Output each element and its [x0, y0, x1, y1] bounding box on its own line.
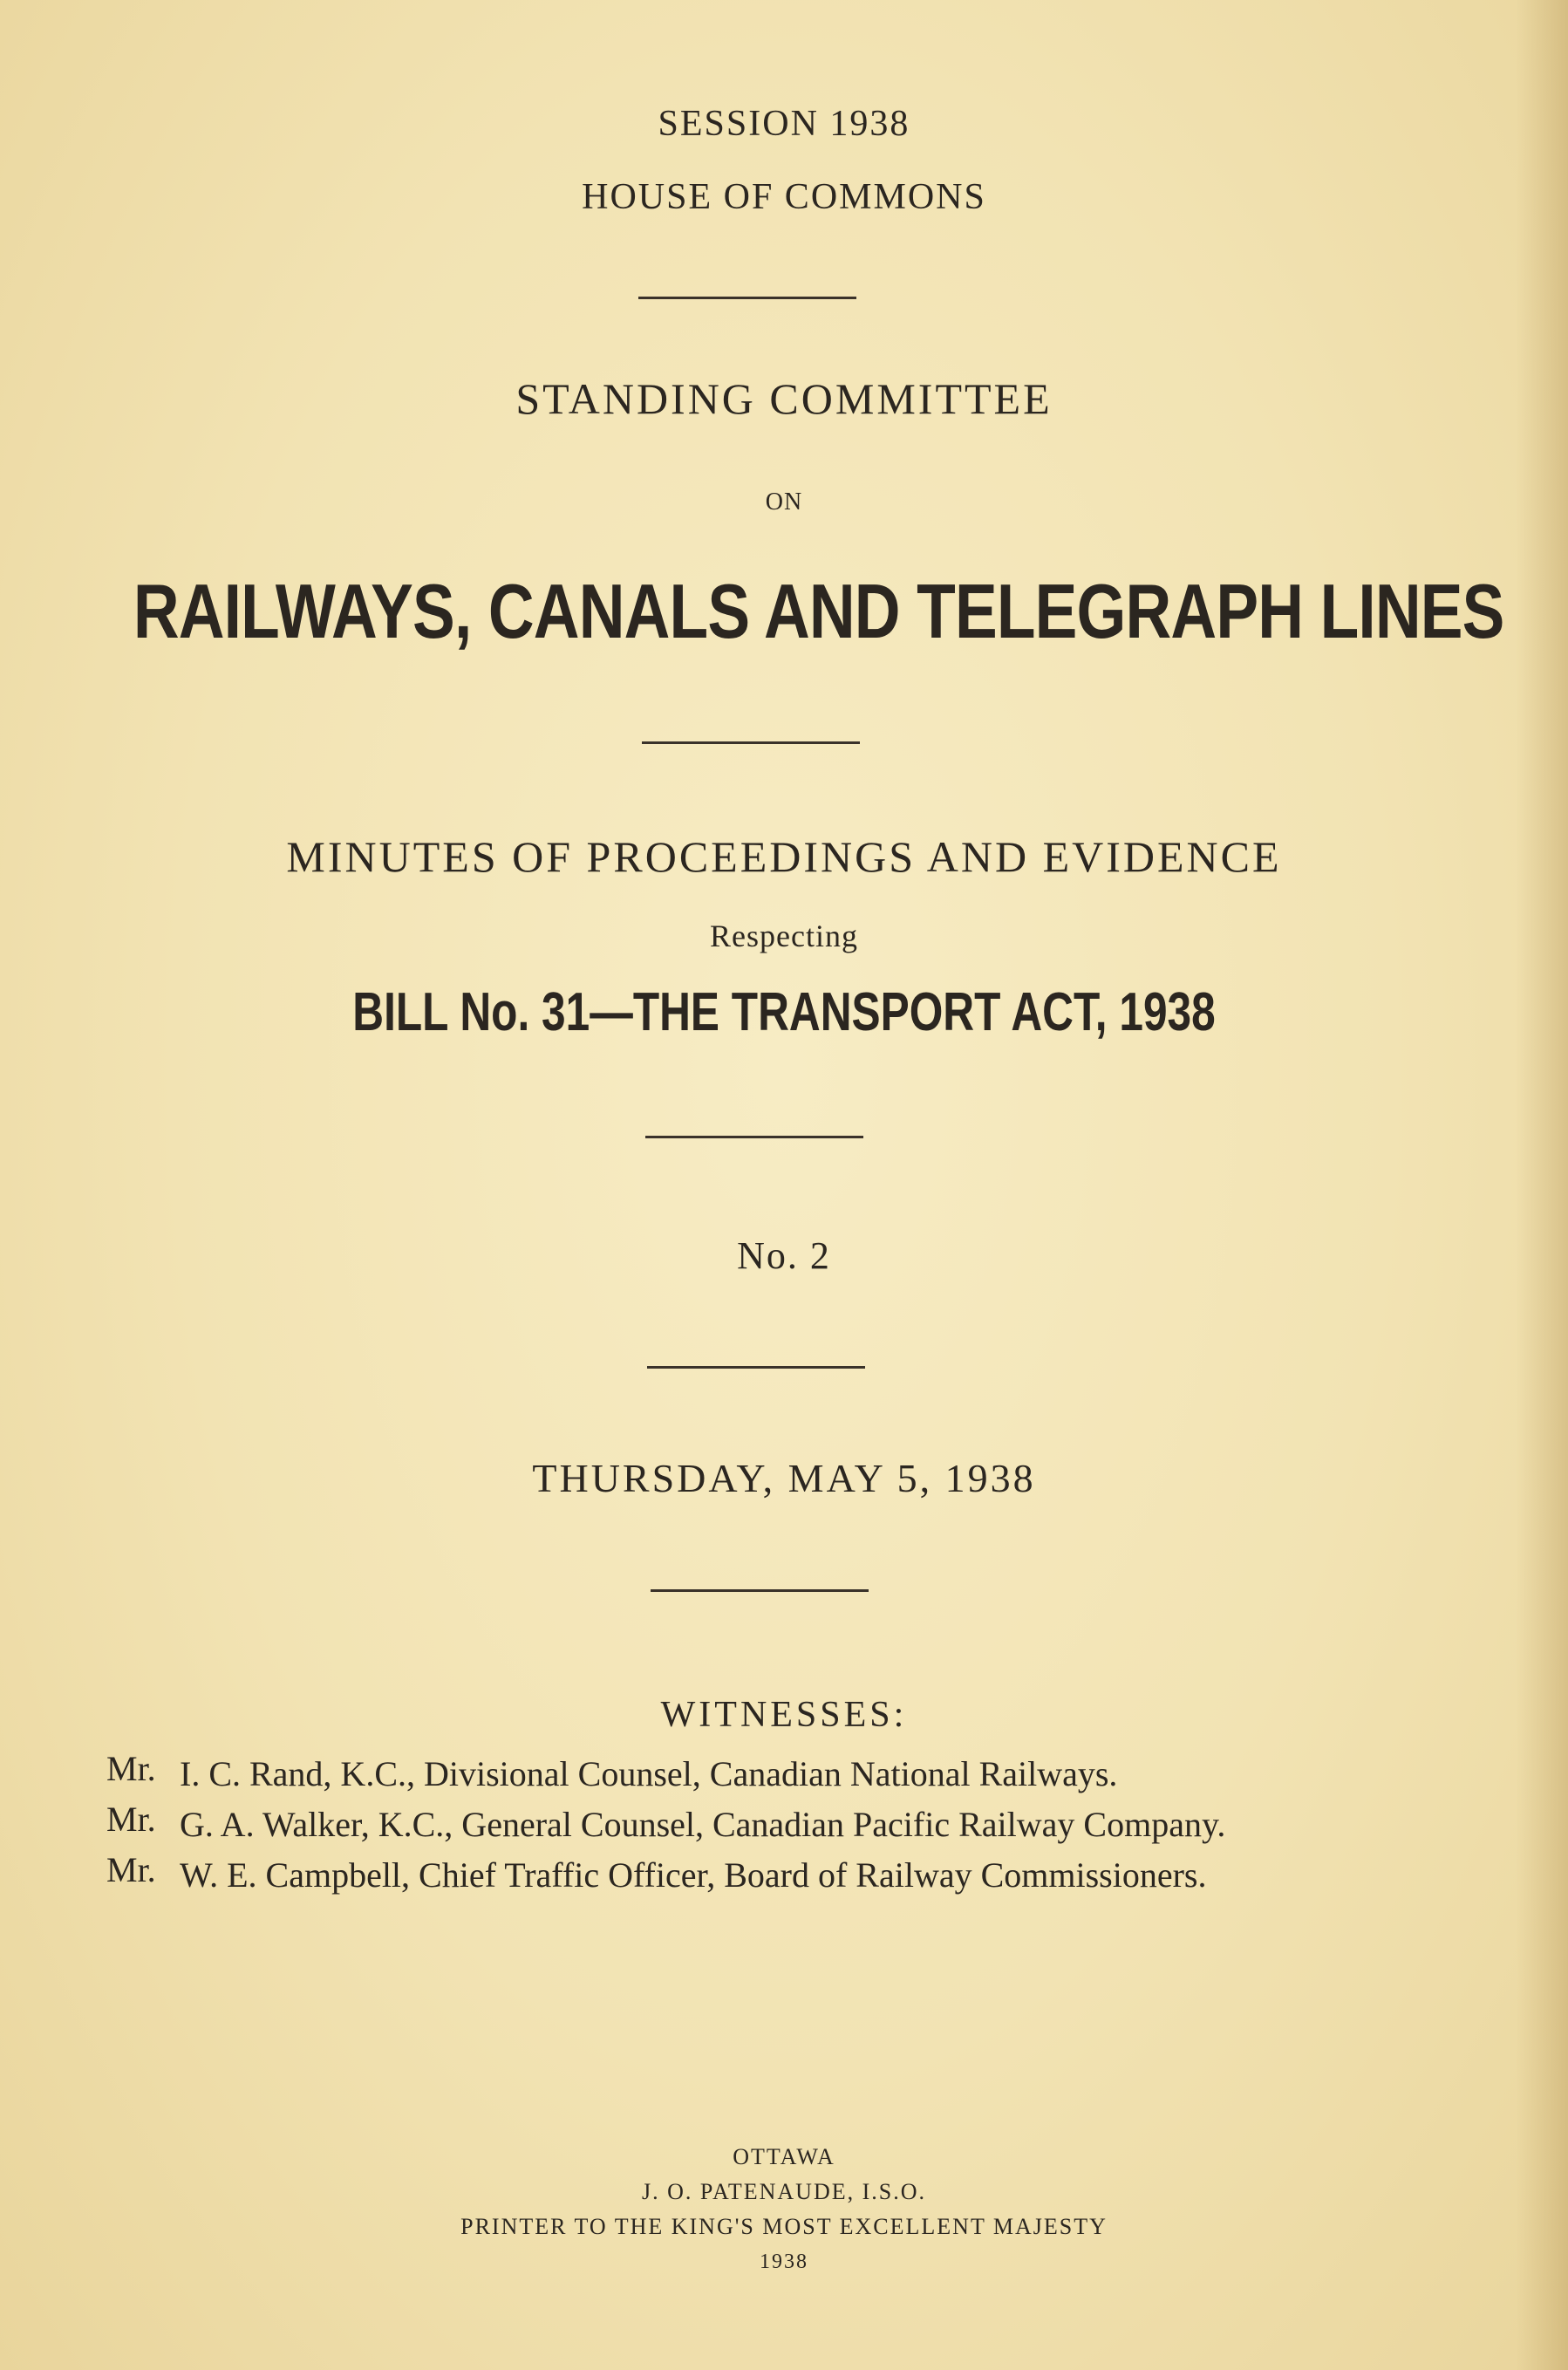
house-heading: HOUSE OF COMMONS [582, 177, 986, 217]
witness-prefix: Mr. [106, 1749, 156, 1788]
minutes-heading: MINUTES OF PROCEEDINGS AND EVIDENCE [286, 832, 1282, 881]
divider-rule [638, 297, 856, 299]
witness-entry [106, 1850, 1432, 1898]
imprint-city: OTTAWA [733, 2144, 835, 2169]
committee-heading: STANDING COMMITTEE [515, 374, 1053, 423]
imprint-printer: J. O. PATENAUDE, I.S.O. [641, 2179, 926, 2204]
issue-number: No. 2 [737, 1234, 831, 1277]
bill-title: BILL No. 31—THE TRANSPORT ACT, 1938 [352, 982, 1216, 1042]
session-heading: SESSION 1938 [658, 104, 910, 144]
witness-prefix: Mr. [106, 1800, 156, 1839]
imprint-year: 1938 [760, 2250, 808, 2273]
divider-rule [651, 1589, 869, 1592]
witness-entry [106, 1749, 1432, 1797]
divider-rule [647, 1366, 865, 1369]
witness-detail: W. E. Campbell, Chief Traffic Officer, Board of Railway Commissioners. [180, 1855, 1207, 1895]
witness-prefix: Mr. [106, 1850, 156, 1889]
committee-name: RAILWAYS, CANALS AND TELEGRAPH LINES [133, 568, 1504, 654]
witness-entry [106, 1802, 1432, 1848]
divider-rule [642, 741, 860, 744]
imprint-printer-title: PRINTER TO THE KING'S MOST EXCELLENT MAJESTY [460, 2214, 1108, 2239]
witnesses-heading: WITNESSES: [660, 1695, 908, 1735]
witness-detail: I. C. Rand, K.C., Divisional Counsel, Canadian National Railways. [180, 1754, 1118, 1793]
respecting-label: Respecting [710, 919, 858, 953]
issue-date: THURSDAY, MAY 5, 1938 [532, 1456, 1036, 1500]
divider-rule [645, 1136, 863, 1138]
witness-list [106, 1749, 1432, 1903]
witness-detail: G. A. Walker, K.C., General Counsel, Canadian Pacific Railway Company. [180, 1805, 1226, 1844]
committee-on-label: ON [765, 488, 803, 516]
